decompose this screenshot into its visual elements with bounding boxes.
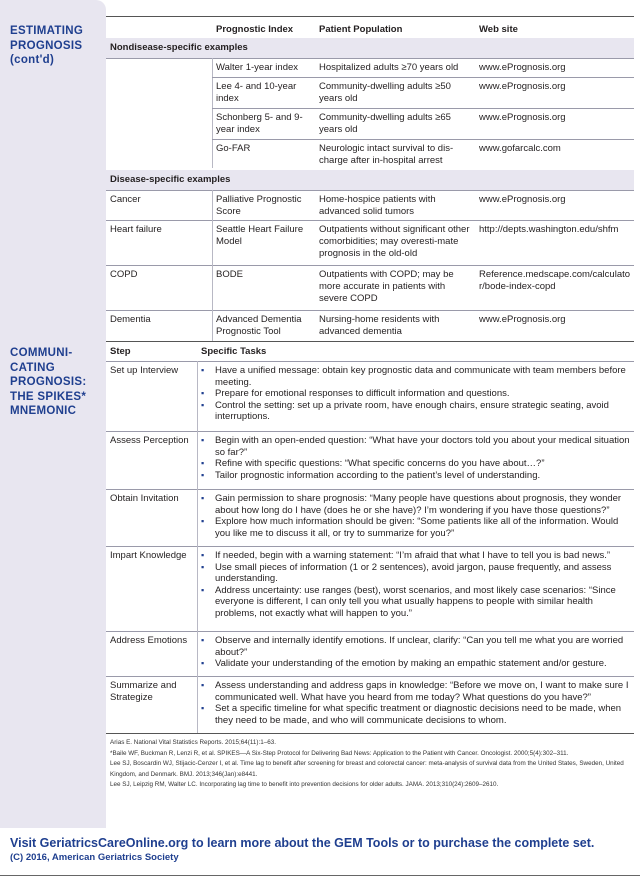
spikes-task: ▪ Set a specific timeline for what specific treatment or diagnostic decisions need to be made, when they need to be made, and who will communicate decisions to whom. — [201, 703, 631, 726]
spikes-bottom-rule — [106, 733, 634, 734]
disease-row-site: www.ePrognosis.org — [479, 194, 566, 205]
spikes-task-list — [201, 680, 631, 726]
reference-item: Arias E. National Vital Statistics Reports. 2015;64(11):1–63. — [110, 739, 277, 746]
spikes-task: ▪ Have a unified message: obtain key prognostic data and communicate with team members before meeting. — [201, 365, 631, 388]
disease-row-disease: COPD — [110, 269, 138, 280]
spikes-step-label: Obtain Invitation — [110, 493, 179, 504]
spikes-step-label: Impart Knowledge — [110, 550, 187, 561]
column-divider — [212, 190, 213, 341]
table-top-rule — [106, 16, 634, 17]
reference-item: *Baile WF, Buckman R, Lenzi R, et al. SPIKES—A Six-Step Protocol for Delivering Bad News: Application to the Patient with Cancer. Oncologist. 2000;5(4):302–311. — [110, 749, 569, 757]
nondisease-row-population: Hospitalized adults ≥70 years old — [319, 62, 459, 73]
row-divider — [212, 108, 634, 109]
disease-row-index: Advanced Dementia Prognostic Tool — [216, 314, 302, 337]
disease-row-index: Palliative Prognostic Score — [216, 194, 302, 217]
disease-row-disease: Heart failure — [110, 224, 162, 235]
references — [110, 738, 632, 791]
spikes-task: ▪ Assess understanding and address gaps in knowledge: “Before we move on, I want to make sure I communicated well. What have you heard from me today? What questions do you have?” — [201, 680, 631, 703]
col-header-web-site: Web site — [479, 24, 518, 35]
disease-row-population: Outpatients without significant other comorbidities; may overesti-mate prognosis in the old-old — [319, 224, 470, 259]
row-divider — [106, 431, 634, 432]
reference-item: Lee SJ, Boscardin WJ, Stijacic-Cenzer I, et al. Time lag to benefit after screening for breast and colorectal cancer: meta-analysis of survival data from the United States, Sweden, United Kingdom, and Denmark. BMJ. 2013;346(Jan):e8441. — [110, 760, 624, 778]
group-nondisease-specific: Nondisease-specific examples — [106, 38, 634, 58]
nondisease-row-population: Neurologic intact survival to dis-charge after in-hospital arrest — [319, 143, 454, 166]
disease-row-site: Reference.medscape.com/calculator/bode-index-copd — [479, 269, 631, 292]
section-title-estimating-prognosis: ESTIMATING PROGNOSIS (cont'd) — [10, 25, 84, 66]
disease-row-index: Seattle Heart Failure Model — [216, 224, 304, 247]
spikes-top-rule — [106, 341, 634, 342]
spikes-task: ▪ Refine with specific questions: “What specific concerns do you have about…?” — [201, 458, 631, 470]
row-divider — [212, 77, 634, 78]
footer-copyright: (C) 2016, American Geriatrics Society — [10, 852, 179, 863]
row-divider — [106, 489, 634, 490]
spikes-task: ▪ Control the setting: set up a private room, have enough chairs, ensure strategic seating, avoid interruptions. — [201, 400, 631, 423]
col-header-step: Step — [110, 346, 131, 357]
col-header-specific-tasks: Specific Tasks — [201, 346, 267, 357]
spikes-task-list — [201, 435, 631, 481]
page-bottom-rule — [0, 875, 640, 876]
disease-row-site: http://depts.washington.edu/shfm — [479, 224, 619, 235]
spikes-task-list — [201, 550, 631, 620]
row-divider — [106, 546, 634, 547]
spikes-step-label: Summarize and Strategize — [110, 680, 177, 703]
spikes-task: ▪ If needed, begin with a warning statement: “I’m afraid that what I have to tell you is bad news.” — [201, 550, 631, 562]
nondisease-row-index: Schonberg 5- and 9-year index — [216, 112, 303, 135]
nondisease-row-site: www.ePrognosis.org — [479, 112, 566, 123]
disease-row-disease: Dementia — [110, 314, 151, 325]
nondisease-row-site: www.gofarcalc.com — [479, 143, 561, 154]
spikes-task-list — [201, 365, 631, 423]
nondisease-row-site: www.ePrognosis.org — [479, 81, 566, 92]
row-divider — [106, 265, 634, 266]
spikes-task: ▪ Begin with an open-ended question: “What have your doctors told you about your medical situation so far?” — [201, 435, 631, 458]
spikes-task: ▪ Address uncertainty: use ranges (best), worst scenarios, and most likely case scenarios: “Since everyone is different, I can only tell you what usually happens to people with similar health problems, not exactly what will happen to you.” — [201, 585, 631, 620]
disease-row-population: Outpatients with COPD; may be more accurate in patients with severe COPD — [319, 269, 454, 304]
spikes-task: ▪ Validate your understanding of the emotion by making an empathic statement and/or gesture. — [201, 658, 631, 670]
nondisease-row-population: Community-dwelling adults ≥65 years old — [319, 112, 451, 135]
disease-row-site: www.ePrognosis.org — [479, 314, 566, 325]
row-divider — [212, 139, 634, 140]
col-header-patient-population: Patient Population — [319, 24, 403, 35]
group-disease-specific: Disease-specific examples — [106, 170, 634, 190]
disease-row-index: BODE — [216, 269, 243, 280]
column-divider — [212, 58, 213, 168]
spikes-task-list — [201, 635, 631, 670]
column-divider — [197, 361, 198, 733]
spikes-task: ▪ Observe and internally identify emotions. If unclear, clarify: “Can you tell me what you are worried about?” — [201, 635, 631, 658]
spikes-task: ▪ Use small pieces of information (1 or 2 sentences), avoid jargon, pause frequently, and assess understanding. — [201, 562, 631, 585]
disease-row-disease: Cancer — [110, 194, 141, 205]
spikes-task-list — [201, 493, 631, 539]
nondisease-row-index: Lee 4- and 10-year index — [216, 81, 297, 104]
reference-item: Lee SJ, Leipzig RM, Walter LC. Incorporating lag time to benefit into prevention decisions for older adults. JAMA. 2013;310(24):2609–2610. — [110, 781, 499, 789]
row-divider — [106, 676, 634, 677]
spikes-task: ▪ Explore how much information should be given: “Some patients like all of the information. Would you like me to discuss it all, or try to summarize for you?” — [201, 516, 631, 539]
disease-row-population: Nursing-home residents with advanced dementia — [319, 314, 440, 337]
footer-visit-link[interactable]: Visit GeriatricsCareOnline.org to learn more about the GEM Tools or to purchase the complete set. — [10, 836, 595, 850]
row-divider — [106, 190, 634, 191]
spikes-step-label: Address Emotions — [110, 635, 188, 646]
row-divider — [106, 631, 634, 632]
row-divider — [106, 58, 634, 59]
row-divider — [106, 310, 634, 311]
nondisease-row-index: Go-FAR — [216, 143, 251, 154]
nondisease-row-site: www.ePrognosis.org — [479, 62, 566, 73]
spikes-task: ▪ Prepare for emotional responses to difficult information and questions. — [201, 388, 631, 400]
col-header-prognostic-index: Prognostic Index — [216, 24, 294, 35]
nondisease-row-population: Community-dwelling adults ≥50 years old — [319, 81, 451, 104]
spikes-task: ▪ Tailor prognostic information according to the patient’s level of understanding. — [201, 470, 631, 482]
nondisease-row-index: Walter 1-year index — [216, 62, 299, 73]
spikes-task: ▪ Gain permission to share prognosis: “Many people have questions about prognosis, they wonder about how long do I have (does he or she have)? I’m wondering if you have those questions?” — [201, 493, 631, 516]
spikes-step-label: Assess Perception — [110, 435, 189, 446]
disease-row-population: Home-hospice patients with advanced solid tumors — [319, 194, 436, 217]
section-title-communicating-prognosis: COMMUNI-CATING PROGNOSIS: THE SPIKES* MNEMONIC — [10, 347, 87, 417]
spikes-step-label: Set up Interview — [110, 365, 179, 376]
row-divider — [106, 361, 634, 362]
row-divider — [106, 220, 634, 221]
